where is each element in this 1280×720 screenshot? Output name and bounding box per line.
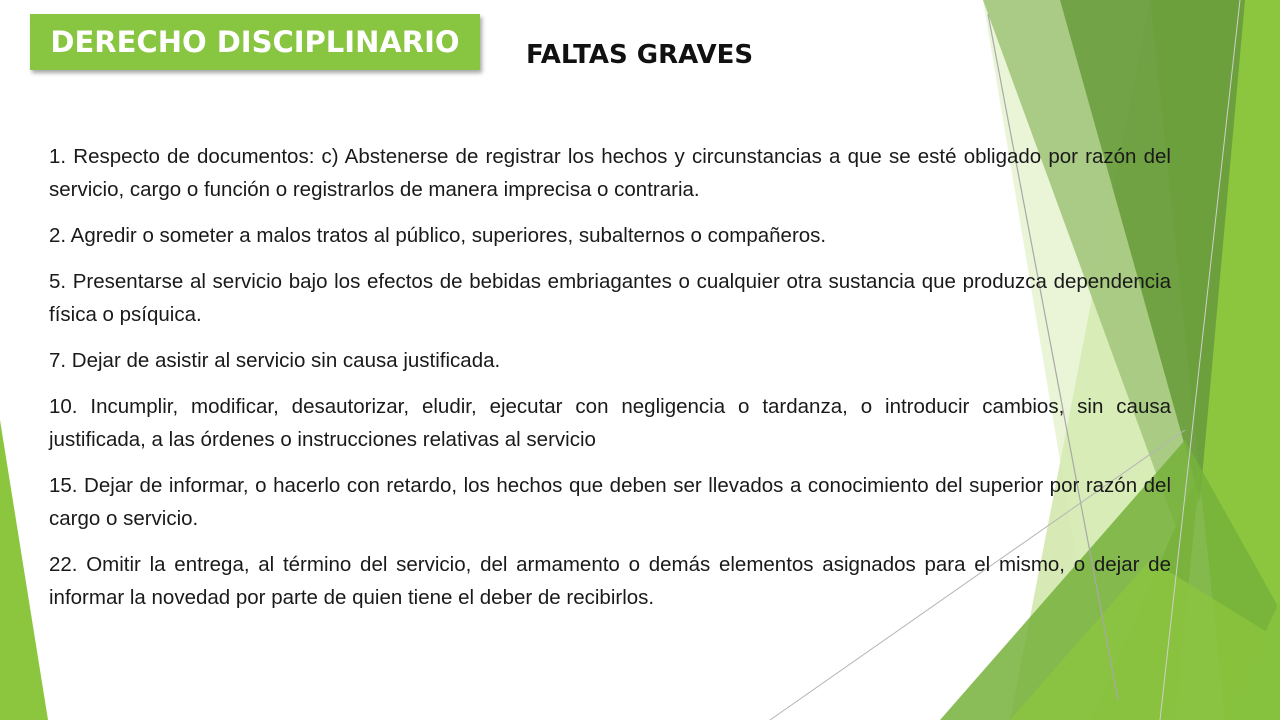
- left-green-sliver: [0, 420, 48, 720]
- slide-subtitle: FALTAS GRAVES: [526, 40, 754, 70]
- slide-title: DERECHO DISCIPLINARIO: [50, 25, 460, 59]
- list-item: 5. Presentarse al servicio bajo los efectos de bebidas embriagantes o cualquier otra sustancia que produzca dependencia física o psíquica.: [49, 270, 1171, 326]
- list-item: 10. Incumplir, modificar, desautorizar, eludir, ejecutar con negligencia o tardanza, o introducir cambios, sin causa justificada, a las órdenes o instrucciones relativas al servicio: [49, 395, 1171, 451]
- title-banner: [30, 14, 480, 70]
- content-list: [49, 140, 1171, 627]
- list-item: 22. Omitir la entrega, al término del servicio, del armamento o demás elementos asignados para el mismo, o dejar de informar la novedad por parte de quien tiene el deber de recibirlos.: [49, 553, 1171, 609]
- list-item: 7. Dejar de asistir al servicio sin causa justificada.: [49, 349, 501, 372]
- list-item: 2. Agredir o someter a malos tratos al público, superiores, subalternos o compañeros.: [49, 224, 827, 247]
- list-item: 1. Respecto de documentos: c) Abstenerse de registrar los hechos y circunstancias a que se esté obligado por razón del servicio, cargo o función o registrarlos de manera imprecisa o contraria.: [49, 145, 1171, 201]
- list-item: 15. Dejar de informar, o hacerlo con retardo, los hechos que deben ser llevados a conocimiento del superior por razón del cargo o servicio.: [49, 474, 1171, 530]
